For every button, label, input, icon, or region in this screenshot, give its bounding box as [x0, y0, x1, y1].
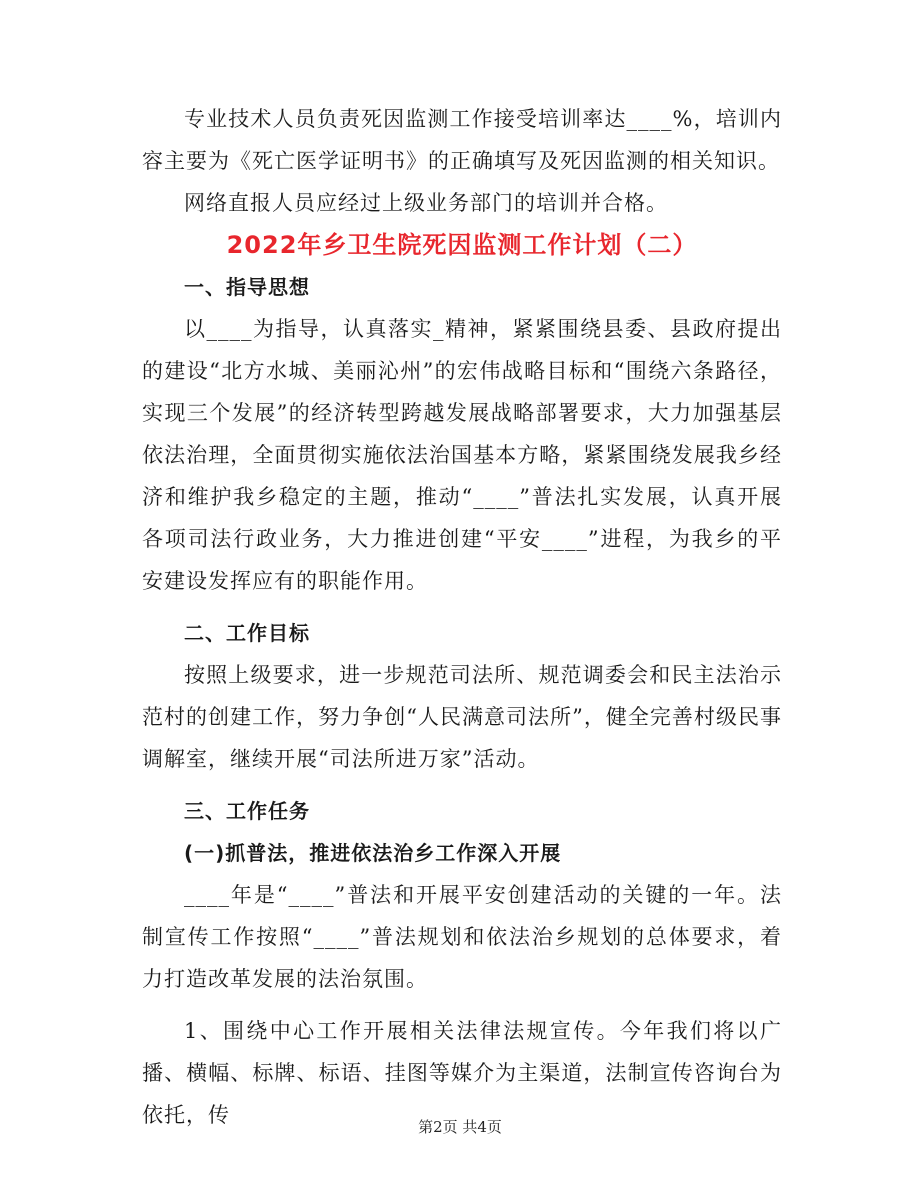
document-title: 2022年乡卫生院死因监测工作计划（二）: [226, 231, 698, 259]
page-number: 第2页 共4页: [418, 1118, 502, 1136]
subsection-heading-legal-education: (一)抓普法，推进依法治乡工作深入开展: [184, 841, 562, 865]
paragraph-training: 专业技术人员负责死因监测工作接受培训率达____%，培训内容主要为《死亡医学证明书》的正确填写及死因监测的相关知识。: [142, 107, 782, 173]
section-heading-work-tasks: 三、工作任务: [184, 799, 310, 823]
paragraph-publicity: 1、围绕中心工作开展相关法律法规宣传。今年我们将以广播、横幅、标牌、标语、挂图等媒介为主渠道，法制宣传咨询台为依托，传: [142, 1019, 782, 1127]
document-body: [142, 98, 782, 1136]
paragraph-legal-education: ____年是“____”普法和开展平安创建活动的关键的一年。法制宣传工作按照“____”普法规划和依法治乡规划的总体要求，着力打造改革发展的法治氛围。: [142, 883, 782, 991]
paragraph-work-goals: 按照上级要求，进一步规范司法所、规范调委会和民主法治示范村的创建工作，努力争创“人民满意司法所”，健全完善村级民事调解室，继续开展“司法所进万家”活动。: [142, 663, 782, 771]
paragraph-reporting: 网络直报人员应经过上级业务部门的培训并合格。: [184, 191, 668, 215]
section-heading-guiding-thought: 一、指导思想: [184, 275, 310, 299]
section-heading-work-goals: 二、工作目标: [184, 621, 310, 645]
paragraph-guiding-thought: 以____为指导，认真落实_精神，紧紧围绕县委、县政府提出的建设“北方水城、美丽沁州”的宏伟战略目标和“围绕六条路径，实现三个发展”的经济转型跨越发展战略部署要求，大力加强基层依法治理，全面贯彻实施依法治国基本方略，紧紧围绕发展我乡经济和维护我乡稳定的主题，推动“____”普法扎实发展，认真开展各项司法行政业务，大力推进创建“平安____”进程，为我乡的平安建设发挥应有的职能作用。: [142, 317, 782, 593]
